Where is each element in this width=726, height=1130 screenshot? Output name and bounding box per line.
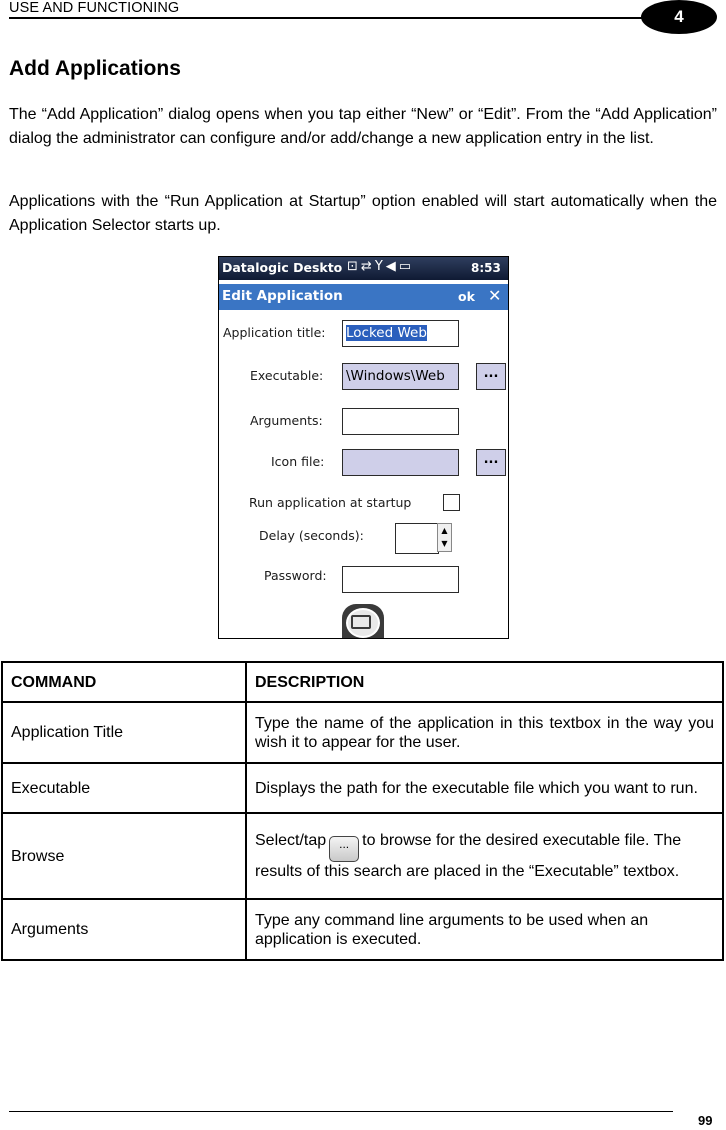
command-cell: Application Title xyxy=(2,702,246,763)
executable-value: \Windows\Web xyxy=(346,368,445,384)
application-title-input[interactable] xyxy=(342,320,459,347)
table-row xyxy=(2,763,723,813)
table-row xyxy=(2,899,723,960)
dialog-title: Edit Application xyxy=(222,288,343,304)
executable-input[interactable] xyxy=(342,363,459,390)
description-text-after: to browse for the desired executable file. The results of this search are placed in the “Executable” textbox. xyxy=(255,832,682,880)
table-header-row xyxy=(2,662,723,702)
section-title: Add Applications xyxy=(9,57,181,80)
icon-file-input[interactable] xyxy=(342,449,459,476)
notification-icon: ⊡ xyxy=(347,259,361,274)
spin-down-icon[interactable]: ▼ xyxy=(441,539,448,548)
intro-paragraph: The “Add Application” dialog opens when you tap either “New” or “Edit”. From the “Add Application” dialog the administrator can configure and/or add/change a new application entry in the list. xyxy=(9,106,717,147)
ok-button[interactable]: ok xyxy=(458,289,475,304)
no-signal-icon: Y xyxy=(374,259,386,274)
command-cell: Browse xyxy=(2,813,246,899)
run-at-startup-label: Run application at startup xyxy=(249,495,412,510)
description-cell: Displays the path for the executable file which you want to run. xyxy=(246,763,723,813)
delay-input[interactable] xyxy=(395,523,439,554)
description-cell: Type the name of the application in this textbox in the way you wish it to appear for the user. xyxy=(246,702,723,763)
volume-muted-icon: ◀ xyxy=(385,259,399,274)
description-cell: Type any command line arguments to be used when an application is executed. xyxy=(246,899,723,960)
chapter-title: USE AND FUNCTIONING xyxy=(9,0,180,16)
status-icons xyxy=(347,259,414,274)
executable-label: Executable: xyxy=(250,368,324,383)
browse-button-icon: ... xyxy=(329,836,359,862)
header-rule xyxy=(9,17,679,19)
arguments-input[interactable] xyxy=(342,408,459,435)
header-description: DESCRIPTION xyxy=(246,662,723,702)
password-input[interactable] xyxy=(342,566,459,593)
battery-icon: ▭ xyxy=(398,259,415,274)
device-screenshot xyxy=(218,256,509,639)
dialog-title-bar xyxy=(219,284,508,310)
executable-browse-button[interactable]: ... xyxy=(476,363,506,390)
description-text-before: Select/tap xyxy=(255,832,327,849)
run-at-startup-checkbox[interactable] xyxy=(443,494,460,511)
command-cell: Executable xyxy=(2,763,246,813)
spin-up-icon[interactable]: ▲ xyxy=(441,526,448,535)
command-cell: Arguments xyxy=(2,899,246,960)
page-number: 99 xyxy=(698,1113,713,1128)
status-bar xyxy=(219,257,508,280)
connectivity-icon: ⇄ xyxy=(360,259,375,274)
application-title-value: Locked Web xyxy=(346,325,427,341)
close-icon[interactable]: ✕ xyxy=(488,286,502,305)
table-row xyxy=(2,813,723,899)
arguments-label: Arguments: xyxy=(250,413,323,428)
keyboard-icon[interactable] xyxy=(342,604,384,638)
description-cell xyxy=(246,813,723,899)
header-command: COMMAND xyxy=(2,662,246,702)
status-clock: 8:53 xyxy=(471,261,501,275)
table-row xyxy=(2,702,723,763)
chapter-number-badge: 4 xyxy=(641,0,717,34)
startup-paragraph: Applications with the “Run Application at Startup” option enabled will start automatically when the Application Selector starts up. xyxy=(9,193,717,234)
icon-file-browse-button[interactable]: ... xyxy=(476,449,506,476)
password-label: Password: xyxy=(264,568,327,583)
status-app-name: Datalogic Deskto xyxy=(222,260,343,275)
footer-rule xyxy=(9,1111,673,1112)
command-table xyxy=(1,661,724,961)
application-title-label: Application title: xyxy=(223,325,326,340)
delay-spinner[interactable] xyxy=(437,523,452,552)
delay-label: Delay (seconds): xyxy=(259,528,364,543)
icon-file-label: Icon file: xyxy=(271,454,325,469)
